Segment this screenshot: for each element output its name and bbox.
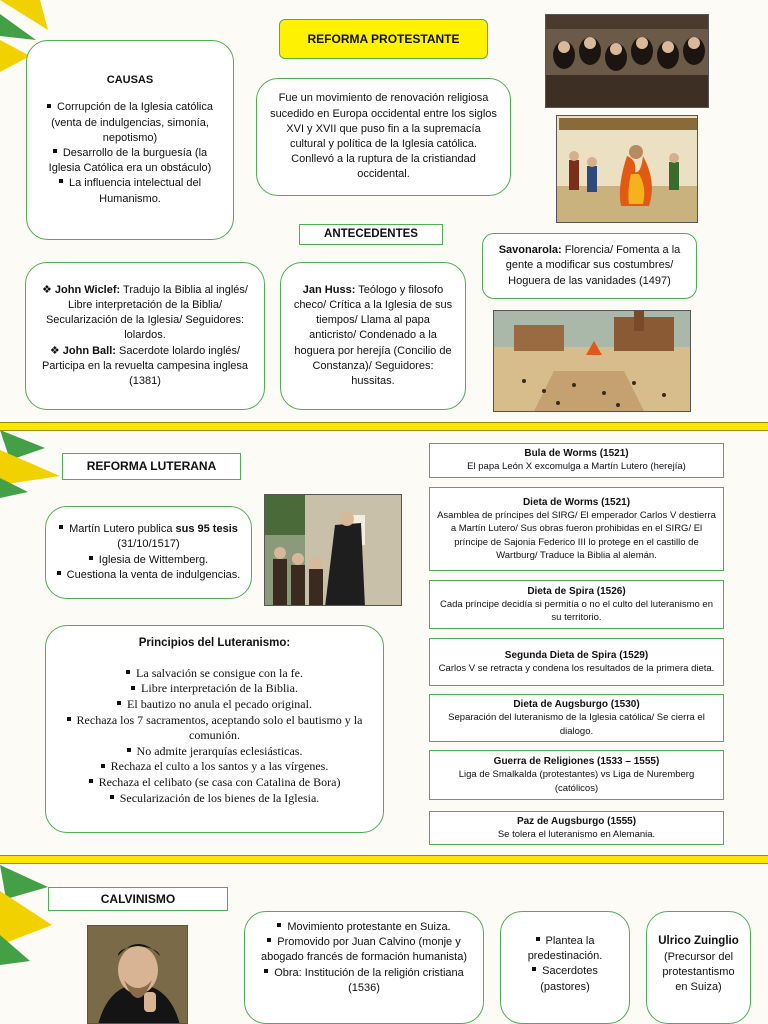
page-title	[279, 19, 488, 59]
principios-list	[58, 666, 371, 806]
principios-box	[45, 625, 384, 833]
list-item: Libre interpretación de la Biblia.	[58, 681, 371, 697]
bullet-icon	[59, 525, 63, 529]
timeline-item-bula-worms: Bula de Worms (1521) El papa León X excomulga a Martín Lutero (herejía)	[429, 443, 724, 478]
savonarola-text: Florencia/ Fomenta a la gente a modificar sus costumbres/ Hoguera de las vanidades (1497)	[505, 244, 681, 287]
causas-heading: CAUSAS	[106, 74, 154, 87]
list-item: Cuestiona la venta de indulgencias.	[56, 568, 241, 583]
list-item: Corrupción de la Iglesia católica (venta de indulgencias, simonía, nepotismo)	[37, 100, 223, 146]
timeline-item-dieta-worms: Dieta de Worms (1521) Asamblea de príncipes del SIRG/ El emperador Carlos V destierra a Martín Lutero/ Sus obras fueron prohibidas en el SIRG/ El príncipe de Sajonia Federico III lo protege en el castillo de Wartburg/ Traduce la Biblia al alemán.	[429, 487, 724, 571]
list-item: Desarrollo de la burguesía (la Iglesia Católica era un obstáculo)	[48, 147, 212, 175]
antecedentes-label: ANTECEDENTES	[299, 224, 443, 245]
savonarola-box	[482, 233, 697, 299]
leaf-decoration-bottom	[0, 865, 60, 965]
list-item: Rechaza los 7 sacramentos, aceptando solo el bautismo y la comunión.	[58, 713, 371, 744]
list-item: El bautizo no anula el pecado original.	[58, 697, 371, 713]
section-divider-2	[0, 855, 768, 864]
wiclef-name: John Wiclef:	[54, 283, 121, 296]
bullet-icon	[89, 556, 93, 560]
wiclef-ball-box	[25, 262, 265, 410]
list-item: Rechaza el celibato (se casa con Catalina de Bora)	[58, 775, 371, 791]
principios-heading: Principios del Luteranismo:	[138, 637, 291, 649]
intro-text: Fue un movimiento de renovación religiosa sucedido en Europa occidental entre los siglos XVI y XVII que puso fin a la supremacía cultural y política de la Iglesia católica. Conllevó a la ruptura de la cristiandad occidental.	[270, 92, 497, 181]
florence-piazza-image	[493, 310, 691, 412]
timeline-item-segunda-dieta-spira: Segunda Dieta de Spira (1529) Carlos V se retracta y condena los resultados de la primera dieta.	[429, 638, 724, 686]
timeline-item-paz-augsburgo: Paz de Augsburgo (1555) Se tolera el luteranismo en Alemania.	[429, 811, 724, 845]
calvinismo-label: CALVINISMO	[48, 887, 228, 911]
savonarola-name: Savonarola:	[498, 244, 562, 257]
bullet-icon	[101, 764, 105, 768]
bullet-icon	[532, 967, 536, 971]
lutero-tesis-image	[264, 494, 402, 606]
page-title-text: REFORMA PROTESTANTE	[307, 31, 460, 46]
list-item: Iglesia de Wittemberg.	[56, 553, 241, 568]
lutero-box	[45, 506, 252, 599]
huss-box	[280, 262, 466, 410]
huss-text: Teólogo y filosofo checo/ Crítica a la Iglesia de sus tiempos/ Llama al papa anticristo/ Condenado a la hoguera por herejía (Concilio de Constanza)/ Seguidores: hussitas.	[293, 283, 453, 387]
causas-list	[37, 100, 223, 206]
wiclef-text: Tradujo la Biblia al inglés/ Libre interpretación de la Biblia/ Secularización de la Iglesia/ Seguidores: lolardos.	[45, 283, 248, 342]
list-item: Martín Lutero publica sus 95 tesis (31/10/1517)	[56, 522, 241, 552]
timeline-item-dieta-spira: Dieta de Spira (1526) Cada príncipe decidía si permitía o no el culto del luteranismo en su territorio.	[429, 580, 724, 629]
ball-text: Sacerdote lolardo inglés/ Participa en la revuelta campesina inglesa (1381)	[41, 344, 249, 387]
predestinacion-box	[500, 911, 630, 1024]
calvino-box	[244, 911, 484, 1024]
bullet-icon	[267, 938, 271, 942]
zuinglio-box	[646, 911, 751, 1024]
bullet-icon	[110, 795, 114, 799]
list-item: Rechaza el culto a los santos y a las vírgenes.	[58, 759, 371, 775]
bullet-icon	[67, 717, 71, 721]
list-item: Secularización de los bienes de la Iglesia.	[58, 791, 371, 807]
bullet-icon	[264, 969, 268, 973]
intro-box	[256, 78, 511, 196]
list-item: La salvación se consigue con la fe.	[58, 666, 371, 682]
list-item: Promovido por Juan Calvino (monje y abogado francés de formación humanista)	[260, 936, 468, 964]
bullet-icon	[131, 686, 135, 690]
list-item: Plantea la predestinación.	[527, 935, 603, 963]
bullet-icon	[126, 670, 130, 674]
calvino-portrait-image	[87, 925, 188, 1024]
zuinglio-text: (Precursor del protestantismo en Suiza)	[662, 950, 735, 994]
bullet-icon	[57, 571, 61, 575]
bullet-icon	[536, 937, 540, 941]
list-item: Sacerdotes (pastores)	[511, 964, 619, 994]
timeline-item-guerra-religiones: Guerra de Religiones (1533 – 1555) Liga de Smalkalda (protestantes) vs Liga de Nuremberg (católicos)	[429, 750, 724, 800]
luterana-label: REFORMA LUTERANA	[62, 453, 241, 480]
bullet-icon	[127, 748, 131, 752]
bullet-icon	[53, 149, 57, 153]
bullet-icon	[47, 104, 51, 108]
bullet-icon	[89, 779, 93, 783]
bullet-icon	[117, 701, 121, 705]
list-item: No admite jerarquías eclesiásticas.	[58, 744, 371, 760]
reformers-portrait-image	[545, 14, 709, 108]
wiclef-item	[38, 283, 252, 344]
timeline-item-dieta-augsburgo: Dieta de Augsburgo (1530) Separación del luteranismo de la Iglesia católica/ Se cierra el dialogo.	[429, 694, 724, 742]
list-item: Movimiento protestante en Suiza.	[257, 920, 471, 935]
diamond-bullet-icon: ❖	[49, 344, 60, 357]
causas-box	[26, 40, 234, 240]
list-item: La influencia intelectual del Humanismo.	[37, 176, 223, 206]
hoguera-painting-image	[556, 115, 698, 223]
bullet-icon	[277, 923, 281, 927]
list-item: Obra: Institución de la religión cristiana (1536)	[257, 966, 471, 996]
bullet-icon	[59, 179, 63, 183]
section-divider-1	[0, 422, 768, 431]
ball-name: John Ball:	[62, 344, 116, 357]
diamond-bullet-icon: ❖	[42, 283, 52, 296]
ball-item	[38, 344, 252, 390]
zuinglio-name: Ulrico Zuinglio	[658, 935, 739, 947]
leaf-decoration-middle	[0, 430, 70, 500]
huss-name: Jan Huss:	[302, 283, 356, 296]
